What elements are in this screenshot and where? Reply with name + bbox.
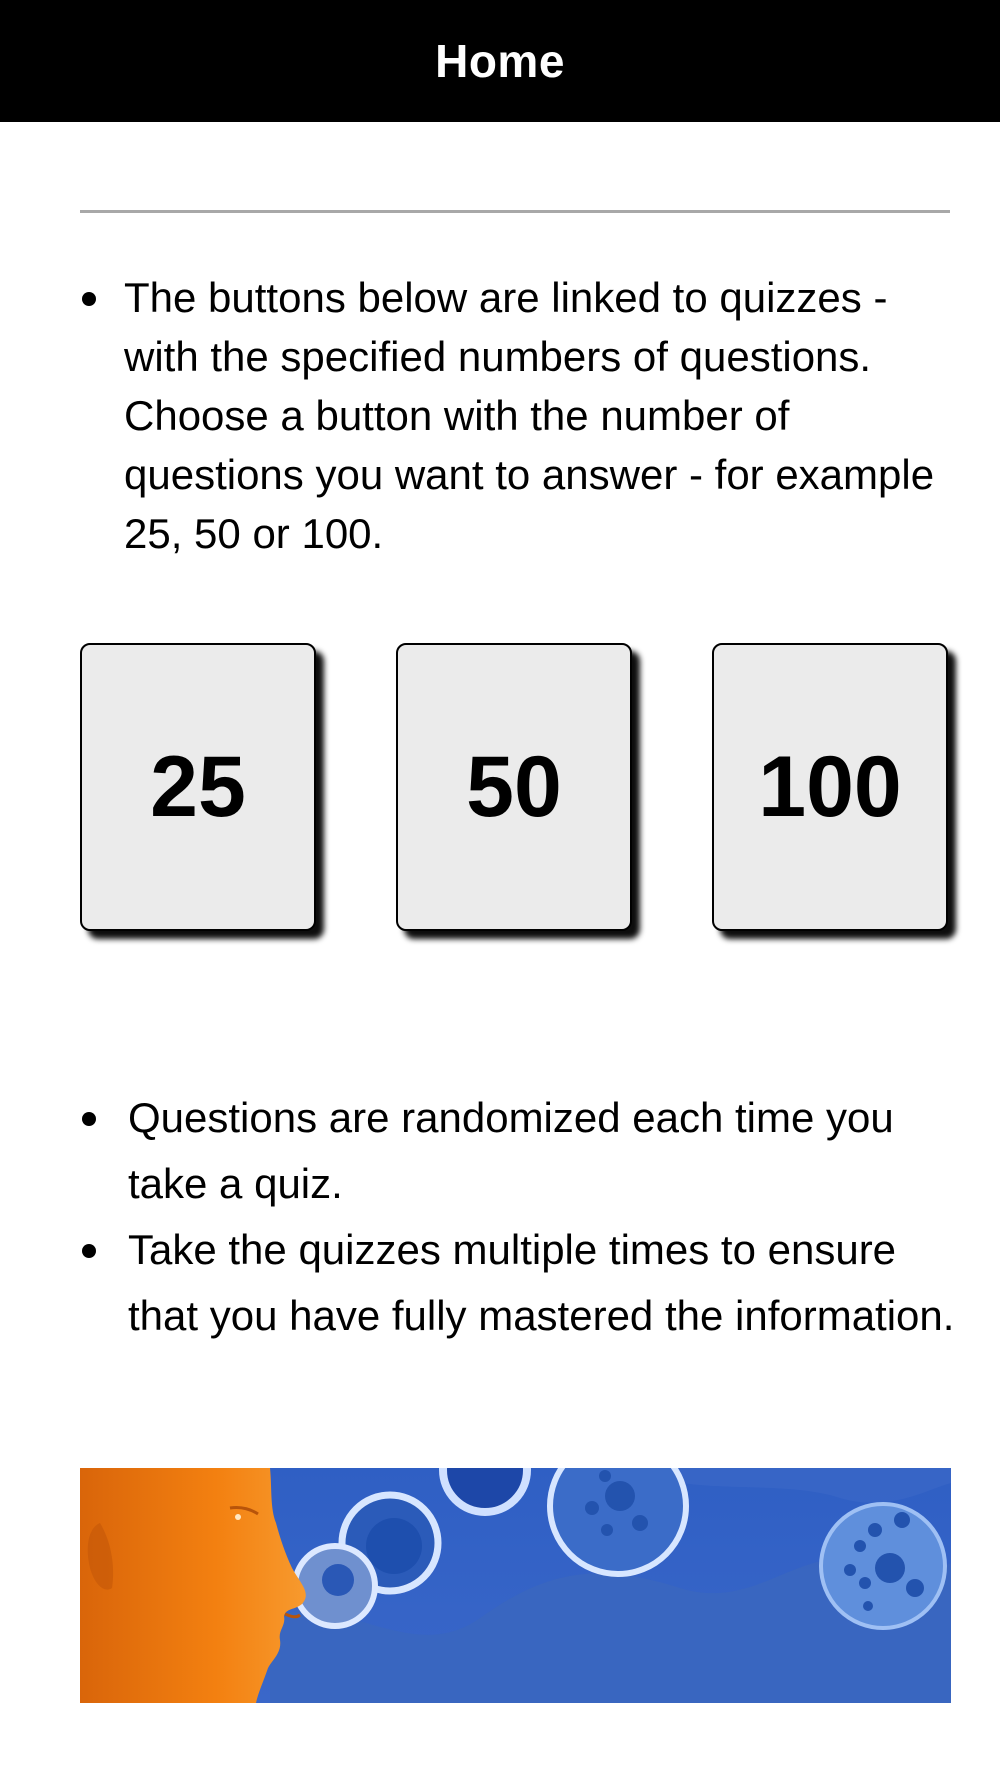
quiz-25-label: 25: [150, 738, 246, 835]
header-bar: [0, 0, 1000, 122]
intro-list: [80, 268, 960, 563]
divider: [80, 210, 950, 213]
intro-text: The buttons below are linked to quizzes - with the specified numbers of questions. Choose a button with the number of questions you want to answer - for example 25, 50 or 100.: [124, 274, 935, 557]
list-item: [80, 1217, 960, 1349]
banner-image: [80, 1468, 951, 1703]
face-and-cells-illustration-icon: [80, 1468, 951, 1703]
quiz-50-label: 50: [466, 738, 562, 835]
tip-text: Questions are randomized each time you take a quiz.: [128, 1094, 894, 1207]
quiz-100-button[interactable]: [712, 643, 948, 931]
quiz-button-row: [80, 643, 960, 943]
list-item: [80, 1085, 960, 1217]
list-item: [80, 268, 960, 563]
tip-text: Take the quizzes multiple times to ensure that you have fully mastered the information.: [128, 1226, 955, 1339]
bullet-icon: [82, 1244, 96, 1258]
quiz-100-label: 100: [758, 738, 902, 835]
quiz-25-button[interactable]: [80, 643, 316, 931]
bullet-icon: [82, 292, 96, 306]
tips-list: [80, 1085, 960, 1349]
quiz-50-button[interactable]: [396, 643, 632, 931]
page-title: Home: [435, 35, 565, 87]
bullet-icon: [82, 1112, 96, 1126]
